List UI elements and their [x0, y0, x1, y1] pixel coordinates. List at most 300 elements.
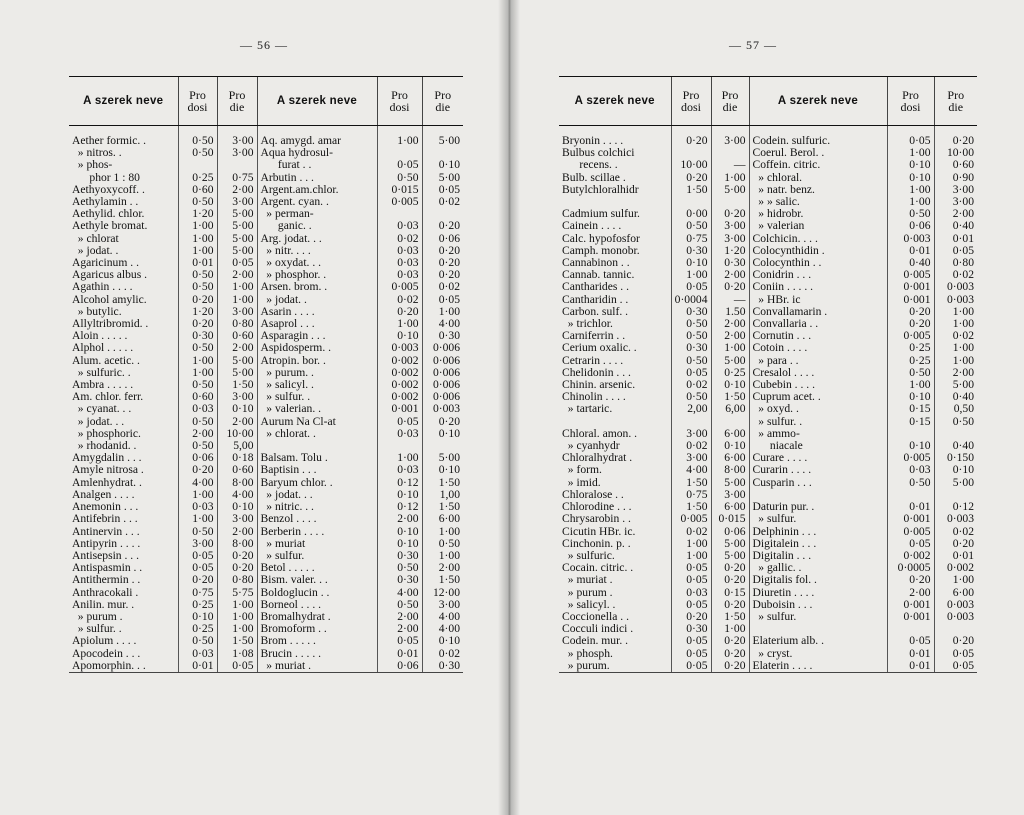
drug-name: Elaterium alb. . — [749, 635, 887, 647]
pro-dosi-value: 1·20 — [178, 208, 217, 220]
header-pro-die: Pro die — [217, 77, 257, 126]
drug-name: Aspidosperm. . — [257, 342, 377, 354]
pro-die-value: 0·40 — [934, 391, 977, 403]
page-number: — 57 — — [729, 38, 777, 52]
pro-die-value: 2·00 — [934, 208, 977, 220]
pro-die-value: 5·00 — [934, 379, 977, 391]
drug-name: Digitalis fol. . — [749, 574, 887, 586]
pro-die-value: 0·02 — [422, 281, 463, 293]
pro-dosi-value: 1·00 — [178, 245, 217, 257]
pro-dosi-value: 0·25 — [178, 623, 217, 635]
drug-name: Coerul. Berol. . — [749, 147, 887, 159]
pro-die-value: 1·00 — [934, 318, 977, 330]
pro-dosi-value: 0·005 — [887, 330, 934, 342]
drug-name: » valerian — [749, 220, 887, 232]
pro-dosi-value: 0·10 — [671, 257, 711, 269]
pro-die-value: 0·25 — [711, 367, 749, 379]
pro-dosi-value: 1·00 — [377, 318, 422, 330]
pro-die-value: 5·00 — [217, 208, 257, 220]
drug-name: Codein. sulfuric. — [749, 126, 887, 148]
table-row — [69, 648, 463, 660]
table-row — [559, 635, 977, 647]
drug-name: Alcohol amylic. — [72, 292, 147, 306]
drug-name: » muriat — [257, 538, 377, 550]
pro-dosi-value: 0·001 — [887, 513, 934, 525]
pro-dosi-value: 0·15 — [887, 416, 934, 428]
pro-die-value — [217, 159, 257, 171]
drug-name: Aurum Na Cl-at — [257, 416, 377, 428]
drug-name: Cornutin . . . — [749, 330, 887, 342]
pro-die-value: 1·00 — [711, 172, 749, 184]
pro-die-value: 1·08 — [217, 648, 257, 660]
drug-name: Agaricinum . . — [72, 256, 139, 270]
drug-name: Coffein. citric. — [749, 159, 887, 171]
drug-name: Berberin . . . . — [257, 526, 377, 538]
pro-dosi-value: 0·20 — [671, 172, 711, 184]
table-row — [559, 342, 977, 354]
drug-name: Betol . . . . . — [257, 562, 377, 574]
header-name: A szerek neve — [749, 77, 887, 126]
drug-name: Chinin. arsenic. — [562, 378, 636, 392]
header-pro-die: Pro die — [934, 77, 977, 126]
pro-die-value: 0·20 — [711, 562, 749, 574]
pro-dosi-value: 1·00 — [377, 452, 422, 464]
drug-name: Carbon. sulf. . — [562, 304, 629, 318]
drug-name: Aethylid. chlor. — [72, 207, 145, 221]
pro-die-value: 2·00 — [217, 526, 257, 538]
pro-die-value: 0·05 — [934, 648, 977, 660]
pro-die-value: 3·00 — [711, 489, 749, 501]
drug-name: » jodat. . . — [72, 414, 125, 428]
drug-name: Amyle nitrosa . — [72, 463, 144, 477]
drug-name: Anthracokali . — [72, 585, 139, 599]
drug-name: » phosph. — [562, 646, 613, 660]
pro-die-value: 2·00 — [711, 330, 749, 342]
table-row — [69, 281, 463, 293]
pro-die-value: 0·05 — [422, 184, 463, 196]
drug-name: Antithermin . . — [72, 573, 141, 587]
pro-dosi-value: 0·50 — [178, 635, 217, 647]
pro-die-value: 0·006 — [422, 355, 463, 367]
pro-dosi-value: 1·00 — [887, 147, 934, 159]
table-row — [69, 587, 463, 599]
drug-name: Convallaria . . — [749, 318, 887, 330]
pro-dosi-value: 0·05 — [671, 635, 711, 647]
pro-die-value: 0·003 — [934, 281, 977, 293]
pro-die-value: 1·50 — [217, 379, 257, 391]
pro-dosi-value: 0·25 — [178, 599, 217, 611]
pro-dosi-value: 0·75 — [671, 233, 711, 245]
drug-name: Brucin . . . . . — [257, 648, 377, 660]
pro-die-value: 0·05 — [934, 245, 977, 257]
table-row — [559, 526, 977, 538]
pro-dosi-value: 0·30 — [178, 330, 217, 342]
pro-dosi-value: 0·30 — [671, 623, 711, 635]
drug-name: » sulfuric. — [562, 548, 615, 562]
drug-name: Duboisin . . . — [749, 599, 887, 611]
drug-name: » rhodanid. . — [72, 439, 137, 453]
pro-dosi-value: 0·60 — [178, 391, 217, 403]
drug-name: » valerian. . — [257, 403, 377, 415]
pro-die-value: 0·05 — [934, 660, 977, 673]
drug-name: Antispasmin . . — [72, 561, 143, 575]
drug-name: Apomorphin. . . — [69, 660, 178, 673]
drug-name: » phos- — [72, 158, 113, 172]
pro-dosi-value: 0·05 — [671, 660, 711, 673]
pro-dosi-value: 0·50 — [887, 367, 934, 379]
pro-die-value: — — [711, 159, 749, 171]
drug-name: Cresalol . . . . — [749, 367, 887, 379]
drug-name: Calc. hypofosfor — [562, 231, 640, 245]
pro-die-value: 3·00 — [711, 220, 749, 232]
pro-dosi-value: 0·03 — [377, 257, 422, 269]
drug-name: » purum. — [559, 660, 671, 673]
drug-name: Coniin . . . . . — [749, 281, 887, 293]
pro-dosi-value: 0·001 — [887, 281, 934, 293]
pro-die-value: 5·00 — [217, 245, 257, 257]
drug-name: » purum . — [562, 585, 613, 599]
pro-die-value: 6,00 — [711, 403, 749, 415]
pro-die-value: 6·00 — [711, 501, 749, 513]
pro-dosi-value: 0·25 — [887, 342, 934, 354]
pro-dosi-value: 0·03 — [178, 403, 217, 415]
pro-dosi-value: 0·50 — [671, 330, 711, 342]
table-row — [69, 513, 463, 525]
pro-die-value: 0·02 — [934, 526, 977, 538]
pro-die-value: 0·20 — [711, 599, 749, 611]
drug-name: Agaricus albus . — [72, 268, 148, 282]
pro-dosi-value: 0·50 — [377, 599, 422, 611]
drug-name: Butylchloralhidr — [562, 182, 639, 196]
header-name: A szerek neve — [257, 77, 377, 126]
pro-die-value: 6·00 — [711, 428, 749, 440]
pro-dosi-value: 0·20 — [377, 306, 422, 318]
drug-name: Chloralose . . — [562, 487, 624, 501]
pro-dosi-value: 1·00 — [671, 538, 711, 550]
pro-dosi-value: 0·50 — [671, 355, 711, 367]
pro-die-value: 5·00 — [711, 184, 749, 196]
drug-name: Codein. mur. . — [562, 634, 629, 648]
pro-die-value: 0·150 — [934, 452, 977, 464]
pro-dosi-value: 0·50 — [178, 269, 217, 281]
pro-die-value: 1.50 — [711, 306, 749, 318]
pro-dosi-value: 4·00 — [178, 477, 217, 489]
drug-name: » cyanat. . . — [72, 402, 132, 416]
pro-dosi-value: 0·20 — [178, 294, 217, 306]
drug-name: Cerium oxalic. . — [562, 341, 637, 355]
pro-die-value: 3·00 — [711, 126, 749, 148]
drug-name: Cinchonin. p. . — [562, 536, 631, 550]
pro-die-value: 0·20 — [711, 660, 749, 673]
drug-name: » imid. — [562, 475, 601, 489]
pro-die-value: 1·00 — [217, 611, 257, 623]
drug-name: Amygdalin . . . — [72, 451, 142, 465]
table-row — [69, 159, 463, 171]
pro-dosi-value: 1·00 — [887, 184, 934, 196]
pro-dosi-value: 0·01 — [887, 660, 934, 673]
drug-name: Alum. acetic. . — [72, 353, 140, 367]
table-row — [69, 233, 463, 245]
pro-die-value: 0·50 — [934, 416, 977, 428]
pro-die-value: 0·40 — [934, 440, 977, 452]
pro-die-value: 0·20 — [217, 550, 257, 562]
pro-die-value: 8·00 — [217, 538, 257, 550]
pro-dosi-value: 0·10 — [377, 330, 422, 342]
table-body — [69, 126, 463, 673]
drug-name: Cocculi indici . — [562, 622, 634, 636]
pro-dosi-value: 0·03 — [178, 501, 217, 513]
pro-dosi-value: 0·03 — [377, 428, 422, 440]
drug-name: Convallamarin . — [749, 306, 887, 318]
table-row — [559, 220, 977, 232]
pro-die-value: 0·006 — [422, 367, 463, 379]
table-row — [69, 574, 463, 586]
pro-dosi-value: 0·30 — [377, 550, 422, 562]
pro-dosi-value: 0·005 — [671, 513, 711, 525]
drug-name: furat . . — [257, 159, 377, 171]
pro-dosi-value: 0·001 — [887, 294, 934, 306]
drug-name: Atropin. bor. . — [257, 355, 377, 367]
pro-die-value: 0·10 — [422, 428, 463, 440]
right-page — [509, 0, 1024, 815]
table-row — [69, 342, 463, 354]
pro-dosi-value: 1·00 — [178, 489, 217, 501]
drug-name: Alphol . . . . . — [72, 341, 134, 355]
pro-die-value: 0·05 — [217, 257, 257, 269]
drug-name: Baryum chlor. . — [257, 477, 377, 489]
pro-dosi-value: 0·002 — [377, 367, 422, 379]
drug-name: Brom . . . . . — [257, 635, 377, 647]
pro-die-value: 2·00 — [217, 416, 257, 428]
drug-name: Coccionella . . — [562, 609, 629, 623]
pro-dosi-value: 0·30 — [671, 342, 711, 354]
drug-name: » sulfur. — [749, 513, 887, 525]
drug-name: » cyanhydr — [562, 439, 620, 453]
pro-dosi-value: 0·05 — [671, 648, 711, 660]
pro-dosi-value: 1·50 — [671, 477, 711, 489]
pro-die-value: 1·00 — [934, 306, 977, 318]
pro-dosi-value: 0·05 — [671, 281, 711, 293]
drug-name: Analgen . . . . — [72, 487, 135, 501]
pro-dosi-value: 0·01 — [178, 660, 217, 673]
drug-name: Cetrarin . . . . — [562, 353, 624, 367]
pro-dosi-value: 0·10 — [887, 440, 934, 452]
drug-name: » cryst. — [749, 648, 887, 660]
pro-die-value: 0·003 — [934, 513, 977, 525]
pro-die-value: 3·00 — [217, 391, 257, 403]
pro-dosi-value: 1·00 — [377, 126, 422, 148]
header-name: A szerek neve — [559, 77, 671, 126]
table-row — [559, 403, 977, 415]
drug-name: » natr. benz. — [749, 184, 887, 196]
pro-dosi-value: 0·50 — [887, 208, 934, 220]
pro-dosi-value: 0·50 — [178, 196, 217, 208]
pro-die-value: 1·20 — [711, 245, 749, 257]
pro-die-value: 8·00 — [711, 464, 749, 476]
drug-name: Boldoglucin . . — [257, 587, 377, 599]
drug-name: Aethylamin . . — [72, 195, 139, 209]
table-row — [559, 464, 977, 476]
header-pro-dosi: Pro dosi — [887, 77, 934, 126]
page-number: — 56 — — [240, 38, 288, 52]
drug-name: » purum. . — [257, 367, 377, 379]
table-row — [559, 587, 977, 599]
pro-die-value: 10·00 — [934, 147, 977, 159]
drug-name: Cantharidin . . — [562, 292, 629, 306]
drug-name: » oxyd. . — [749, 403, 887, 415]
pro-dosi-value: 0·05 — [671, 599, 711, 611]
drug-name: » purum . — [72, 609, 123, 623]
pro-die-value: 0·20 — [422, 245, 463, 257]
pro-die-value: 5·00 — [711, 355, 749, 367]
pro-die-value: 0·006 — [422, 379, 463, 391]
pro-die-value: 1·00 — [422, 526, 463, 538]
drug-name: » sulfur. . — [257, 391, 377, 403]
pro-dosi-value: 0·02 — [671, 440, 711, 452]
drug-name: Digitalein . . . — [749, 538, 887, 550]
drug-name: Borneol . . . . — [257, 599, 377, 611]
drug-name: Bryonin . . . . — [562, 134, 624, 147]
drug-name: » chloral. — [749, 172, 887, 184]
table-row — [559, 660, 977, 673]
header-pro-die: Pro die — [422, 77, 463, 126]
pro-die-value: 0·006 — [422, 342, 463, 354]
drug-name: Chelidonin . . . — [562, 365, 631, 379]
pro-dosi-value: 0·005 — [377, 196, 422, 208]
drug-name: » nitros. . — [72, 146, 122, 160]
drug-name: Colocynthin . . — [749, 257, 887, 269]
drug-name: Curarin . . . . — [749, 464, 887, 476]
drug-name: Aethyle bromat. — [72, 219, 148, 233]
pro-die-value: 6·00 — [711, 452, 749, 464]
pro-dosi-value: 0·002 — [887, 550, 934, 562]
pro-dosi-value: 0·0004 — [671, 294, 711, 306]
pro-dosi-value: 1·00 — [887, 379, 934, 391]
drug-name: » oxydat. . . — [257, 257, 377, 269]
table-row — [559, 281, 977, 293]
pro-die-value: 0·10 — [711, 379, 749, 391]
pro-die-value: 2·00 — [217, 184, 257, 196]
pro-die-value: 1·00 — [934, 574, 977, 586]
pro-die-value: 5·00 — [422, 172, 463, 184]
drug-name: Bromalhydrat . — [257, 611, 377, 623]
header-name: A szerek neve — [69, 77, 178, 126]
drug-name: Cantharides . . — [562, 280, 629, 294]
pro-die-value: 0·12 — [934, 501, 977, 513]
pro-die-value: 0·60 — [217, 330, 257, 342]
book-gutter — [498, 0, 520, 815]
drug-name: Agathin . . . . — [72, 280, 133, 294]
drug-name: » tartaric. — [562, 402, 613, 416]
drug-name: Anilin. mur. . — [72, 597, 135, 611]
pro-die-value: 1·00 — [422, 306, 463, 318]
drug-name: Antifebrin . . . — [72, 512, 138, 526]
drug-name: » muriat . — [562, 573, 613, 587]
pro-dosi-value: 0·10 — [887, 391, 934, 403]
drug-name: » jodat. . . — [257, 489, 377, 501]
pro-dosi-value: 0·06 — [887, 220, 934, 232]
drug-name: Curare . . . . — [749, 452, 887, 464]
pro-dosi-value: 0·01 — [887, 245, 934, 257]
pro-die-value: 0·80 — [217, 318, 257, 330]
drug-name: Cotoin . . . . — [749, 342, 887, 354]
pro-dosi-value: 3·00 — [671, 452, 711, 464]
pro-die-value: 0·20 — [711, 635, 749, 647]
pro-dosi-value: 0·50 — [178, 126, 217, 148]
pro-die-value: 12·00 — [422, 587, 463, 599]
drug-name: Asarin . . . . — [257, 306, 377, 318]
pro-die-value: 4·00 — [422, 318, 463, 330]
pro-dosi-value: 0·75 — [178, 587, 217, 599]
pro-die-value: 4·00 — [422, 623, 463, 635]
pro-dosi-value: 0·005 — [377, 281, 422, 293]
pro-dosi-value: 0·06 — [377, 660, 422, 673]
drug-name: » salicyl. . — [562, 597, 616, 611]
pro-dosi-value: 0·05 — [377, 159, 422, 171]
drug-name: Baptisin . . . — [257, 464, 377, 476]
drug-name: Camph. monobr. — [562, 243, 640, 257]
drug-name: Carniferrin . . — [562, 329, 626, 343]
pro-die-value: 0·75 — [217, 172, 257, 184]
pro-dosi-value: 0·20 — [887, 574, 934, 586]
drug-name: Diuretin . . . . — [749, 587, 887, 599]
table-row — [69, 220, 463, 232]
drug-name: Balsam. Tolu . — [257, 452, 377, 464]
pro-die-value: 0·003 — [934, 599, 977, 611]
drug-name: Argent. cyan. . — [257, 196, 377, 208]
pro-dosi-value: 0·003 — [887, 233, 934, 245]
pro-die-value: 3·00 — [217, 513, 257, 525]
pro-dosi-value: 2·00 — [377, 513, 422, 525]
pro-dosi-value: 3·00 — [671, 428, 711, 440]
drug-name: Antinervin . . . — [72, 524, 140, 538]
pro-dosi-value: 0·20 — [887, 306, 934, 318]
pro-die-value: 0·20 — [217, 562, 257, 574]
pro-dosi-value: 0·01 — [887, 648, 934, 660]
pro-dosi-value: 0·12 — [377, 477, 422, 489]
pro-die-value: 0·06 — [422, 233, 463, 245]
pro-die-value: 0·10 — [934, 464, 977, 476]
drug-name: Cubebin . . . . — [749, 379, 887, 391]
pro-dosi-value: 0·25 — [178, 172, 217, 184]
pro-die-value: 1·00 — [422, 550, 463, 562]
drug-name: Amlenhydrat. . — [72, 475, 142, 489]
pro-die-value: 5·00 — [217, 220, 257, 232]
pro-dosi-value: 0·02 — [377, 294, 422, 306]
pro-die-value: 0·20 — [711, 648, 749, 660]
drug-name: Argent.am.chlor. — [257, 184, 377, 196]
pro-die-value: 1·50 — [711, 391, 749, 403]
pro-die-value: 8·00 — [217, 477, 257, 489]
drug-name: Anemonin . . . — [72, 500, 139, 514]
pro-die-value: 5·00 — [422, 126, 463, 148]
pro-die-value: 1·00 — [217, 599, 257, 611]
pro-die-value: 6·00 — [934, 587, 977, 599]
pro-die-value: 0·015 — [711, 513, 749, 525]
table-row — [69, 464, 463, 476]
drug-name: niacale — [749, 440, 887, 452]
pro-die-value: 0·20 — [422, 269, 463, 281]
drug-name: Chinolin . . . . — [562, 390, 626, 404]
drug-name: Asparagin . . . — [257, 330, 377, 342]
pro-dosi-value: 0·50 — [671, 391, 711, 403]
drug-name: » chlorat. . — [257, 428, 377, 440]
pro-die-value: 5·00 — [934, 477, 977, 489]
table-row — [69, 172, 463, 184]
pro-die-value: 1·00 — [934, 342, 977, 354]
pro-dosi-value: 0·30 — [671, 306, 711, 318]
drug-name: Colocynthidin . — [749, 245, 887, 257]
